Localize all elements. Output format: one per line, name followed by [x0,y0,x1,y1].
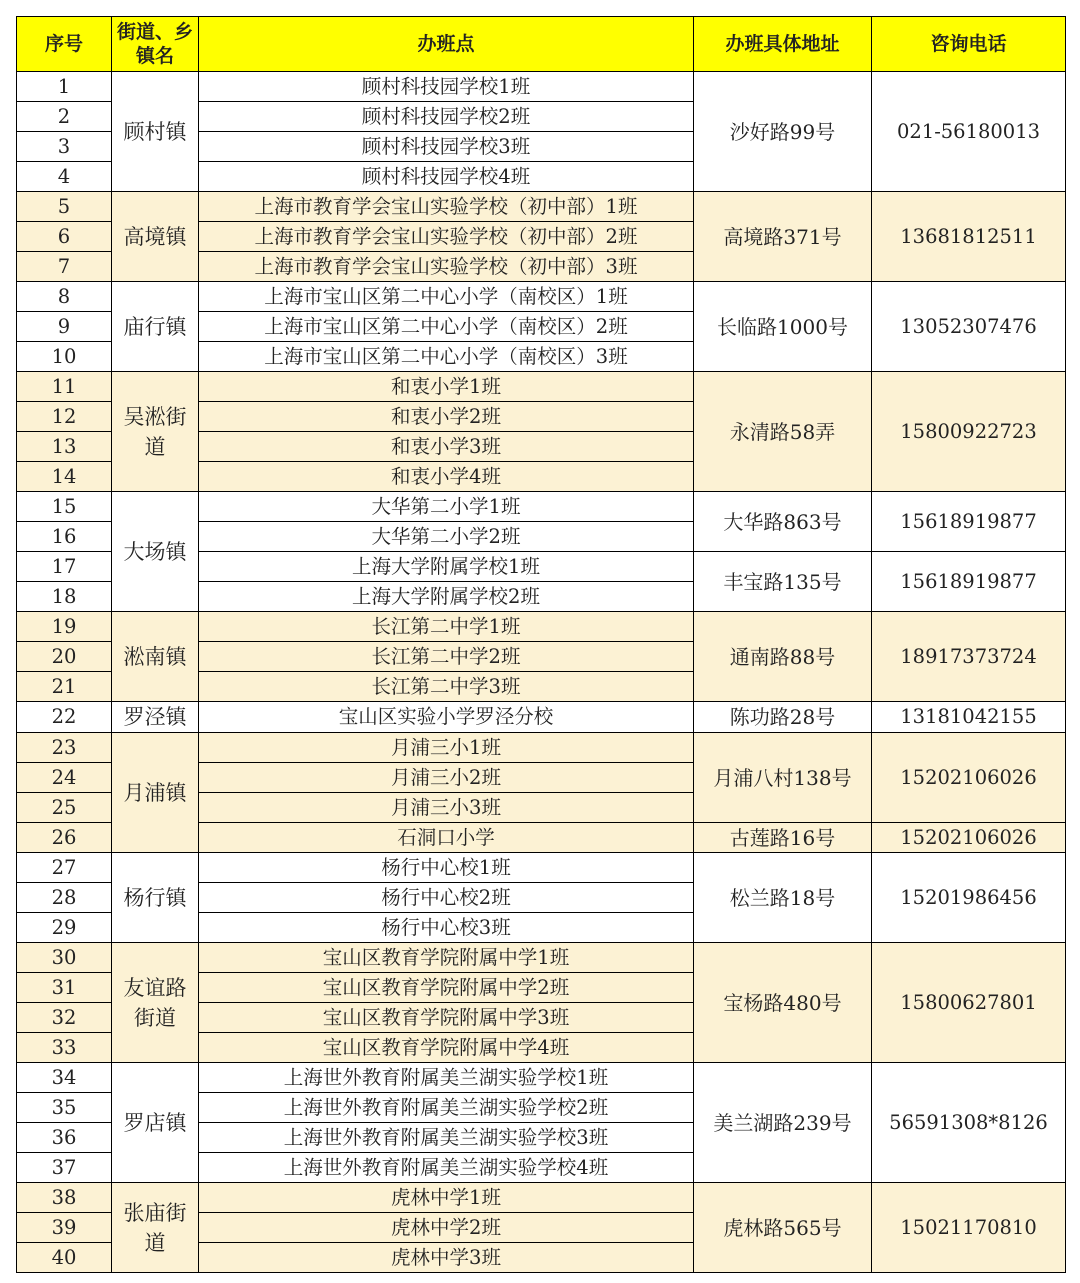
site-address: 大华路863号 [694,492,872,552]
class-site: 上海世外教育附属美兰湖实验学校4班 [199,1153,694,1183]
row-number: 32 [17,1003,112,1033]
header-site: 办班点 [199,17,694,72]
row-number: 35 [17,1093,112,1123]
row-number: 37 [17,1153,112,1183]
row-number: 14 [17,462,112,492]
class-site: 和衷小学4班 [199,462,694,492]
contact-phone: 18917373724 [872,612,1066,702]
street-name: 淞南镇 [112,612,199,702]
table-row [17,192,1066,222]
class-site: 大华第二小学2班 [199,522,694,552]
table-row [17,492,1066,522]
street-name: 顾村镇 [112,72,199,192]
row-number: 17 [17,552,112,582]
row-number: 25 [17,793,112,823]
street-name: 庙行镇 [112,282,199,372]
class-site: 上海市宝山区第二中心小学（南校区）2班 [199,312,694,342]
class-site: 长江第二中学1班 [199,612,694,642]
class-site: 月浦三小3班 [199,793,694,823]
class-site: 虎林中学1班 [199,1183,694,1213]
contact-phone: 13181042155 [872,702,1066,733]
header-street: 街道、乡镇名 [112,17,199,72]
site-address: 陈功路28号 [694,702,872,733]
row-number: 1 [17,72,112,102]
class-site: 长江第二中学3班 [199,672,694,702]
class-site: 虎林中学2班 [199,1213,694,1243]
class-site: 宝山区教育学院附属中学4班 [199,1033,694,1063]
site-address: 沙好路99号 [694,72,872,192]
class-site: 上海市教育学会宝山实验学校（初中部）3班 [199,252,694,282]
contact-phone: 15021170810 [872,1183,1066,1273]
class-site: 虎林中学3班 [199,1243,694,1273]
contact-phone: 15618919877 [872,552,1066,612]
site-address: 美兰湖路239号 [694,1063,872,1183]
table-row [17,612,1066,642]
row-number: 8 [17,282,112,312]
row-number: 7 [17,252,112,282]
table-body [17,72,1066,1273]
class-site: 杨行中心校1班 [199,853,694,883]
class-site: 宝山区教育学院附属中学1班 [199,943,694,973]
site-address: 月浦八村138号 [694,733,872,823]
row-number: 13 [17,432,112,462]
class-site: 月浦三小2班 [199,763,694,793]
street-name: 罗泾镇 [112,702,199,733]
row-number: 34 [17,1063,112,1093]
class-site: 长江第二中学2班 [199,642,694,672]
row-number: 9 [17,312,112,342]
class-site: 上海市教育学会宝山实验学校（初中部）2班 [199,222,694,252]
row-number: 16 [17,522,112,552]
contact-phone: 15800922723 [872,372,1066,492]
row-number: 22 [17,702,112,733]
class-site: 大华第二小学1班 [199,492,694,522]
table-row [17,1063,1066,1093]
row-number: 5 [17,192,112,222]
street-name: 吴淞街道 [112,372,199,492]
street-name: 友谊路街道 [112,943,199,1063]
street-name: 月浦镇 [112,733,199,853]
class-site: 宝山区实验小学罗泾分校 [199,702,694,733]
table-row [17,372,1066,402]
table-row [17,72,1066,102]
site-address: 松兰路18号 [694,853,872,943]
class-site: 顾村科技园学校4班 [199,162,694,192]
row-number: 4 [17,162,112,192]
class-site: 上海大学附属学校2班 [199,582,694,612]
class-site: 宝山区教育学院附属中学2班 [199,973,694,1003]
site-address: 永清路58弄 [694,372,872,492]
contact-phone: 021-56180013 [872,72,1066,192]
class-site: 月浦三小1班 [199,733,694,763]
contact-phone: 56591308*8126 [872,1063,1066,1183]
row-number: 39 [17,1213,112,1243]
row-number: 19 [17,612,112,642]
street-name: 杨行镇 [112,853,199,943]
row-number: 15 [17,492,112,522]
row-number: 12 [17,402,112,432]
class-site: 杨行中心校3班 [199,913,694,943]
contact-phone: 13052307476 [872,282,1066,372]
header-phone: 咨询电话 [872,17,1066,72]
header-no: 序号 [17,17,112,72]
row-number: 11 [17,372,112,402]
contact-phone: 15800627801 [872,943,1066,1063]
table-row [17,733,1066,763]
class-site: 宝山区教育学院附属中学3班 [199,1003,694,1033]
row-number: 20 [17,642,112,672]
contact-phone: 15201986456 [872,853,1066,943]
row-number: 21 [17,672,112,702]
class-site: 上海大学附属学校1班 [199,552,694,582]
class-site: 上海市宝山区第二中心小学（南校区）3班 [199,342,694,372]
site-address: 丰宝路135号 [694,552,872,612]
row-number: 23 [17,733,112,763]
contact-phone: 15618919877 [872,492,1066,552]
row-number: 29 [17,913,112,943]
row-number: 6 [17,222,112,252]
row-number: 18 [17,582,112,612]
contact-phone: 15202106026 [872,733,1066,823]
street-name: 大场镇 [112,492,199,612]
row-number: 40 [17,1243,112,1273]
site-address: 高境路371号 [694,192,872,282]
row-number: 30 [17,943,112,973]
table-row [17,282,1066,312]
class-site: 上海世外教育附属美兰湖实验学校3班 [199,1123,694,1153]
contact-phone: 13681812511 [872,192,1066,282]
row-number: 28 [17,883,112,913]
class-site: 和衷小学2班 [199,402,694,432]
class-site: 上海世外教育附属美兰湖实验学校1班 [199,1063,694,1093]
table-row [17,1183,1066,1213]
site-address: 长临路1000号 [694,282,872,372]
site-address: 通南路88号 [694,612,872,702]
row-number: 36 [17,1123,112,1153]
street-name: 罗店镇 [112,1063,199,1183]
class-sites-table [16,16,1066,1273]
class-site: 顾村科技园学校1班 [199,72,694,102]
row-number: 24 [17,763,112,793]
table-row [17,702,1066,733]
street-name: 高境镇 [112,192,199,282]
row-number: 27 [17,853,112,883]
row-number: 2 [17,102,112,132]
header-row [17,17,1066,72]
class-site: 上海市宝山区第二中心小学（南校区）1班 [199,282,694,312]
row-number: 26 [17,823,112,853]
table-row [17,853,1066,883]
row-number: 3 [17,132,112,162]
header-address: 办班具体地址 [694,17,872,72]
row-number: 10 [17,342,112,372]
class-site: 上海世外教育附属美兰湖实验学校2班 [199,1093,694,1123]
class-site: 石洞口小学 [199,823,694,853]
row-number: 38 [17,1183,112,1213]
class-site: 和衷小学1班 [199,372,694,402]
class-site: 和衷小学3班 [199,432,694,462]
contact-phone: 15202106026 [872,823,1066,853]
row-number: 31 [17,973,112,1003]
class-site: 顾村科技园学校3班 [199,132,694,162]
class-site: 上海市教育学会宝山实验学校（初中部）1班 [199,192,694,222]
class-site: 顾村科技园学校2班 [199,102,694,132]
site-address: 古莲路16号 [694,823,872,853]
table-row [17,943,1066,973]
class-site: 杨行中心校2班 [199,883,694,913]
site-address: 宝杨路480号 [694,943,872,1063]
row-number: 33 [17,1033,112,1063]
site-address: 虎林路565号 [694,1183,872,1273]
street-name: 张庙街道 [112,1183,199,1273]
